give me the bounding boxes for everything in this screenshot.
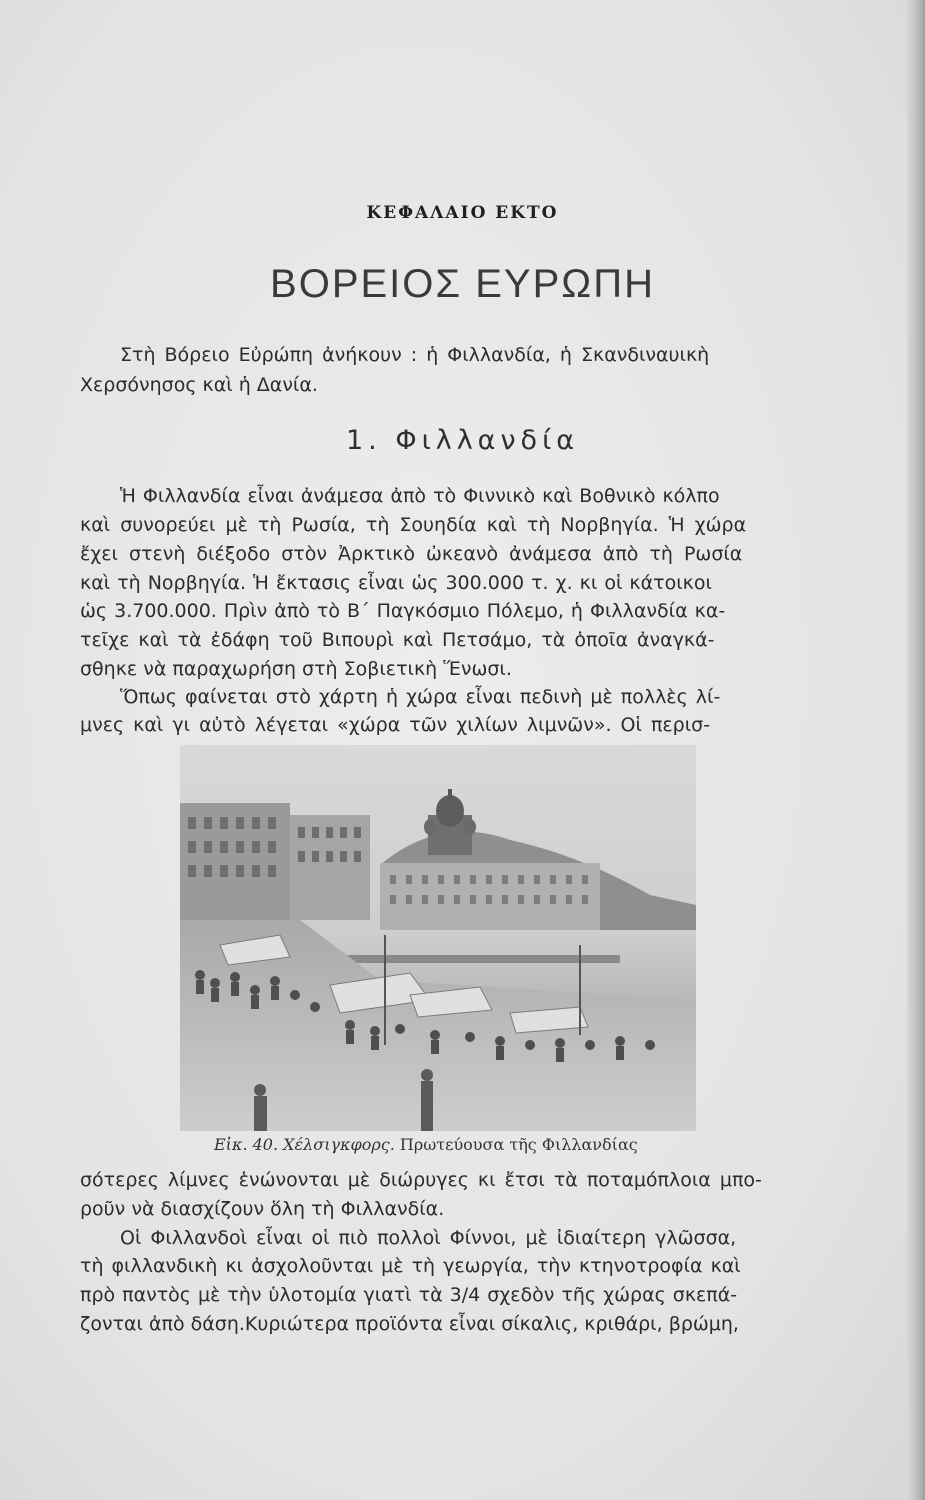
paragraph-line: ζονται ἀπὸ δάση.Κυριώτερα προϊόντα εἶναι σίκαλις, κριθάρι, βρώμη, xyxy=(80,1313,739,1335)
paragraph-line: σότερες λίμνες ἑνώνονται μὲ διώρυγες κι ἔτσι τὰ ποταμόπλοια μπο- xyxy=(80,1169,762,1191)
harbor-illustration xyxy=(180,745,696,1131)
paragraph-line: τεῖχε καὶ τὰ ἐδάφη τοῦ Βιπουρὶ καὶ Πετσάμο, τὰ ὁποῖα ἀναγκά- xyxy=(80,629,715,651)
figure-text: Πρωτεύουσα τῆς Φιλλανδίας xyxy=(394,1135,638,1154)
intro-line: Στὴ Βόρειο Εὐρώπη ἀνήκουν : ἡ Φιλλανδία, ἡ Σκανδιναυικὴ xyxy=(120,344,710,366)
paragraph-line: Ἡ Φιλλανδία εἶναι ἀνάμεσα ἀπὸ τὸ Φιννικὸ καὶ Βοθνικὸ κόλπο xyxy=(120,485,720,507)
paragraph-line: Οἱ Φιλλανδοὶ εἶναι οἱ πιὸ πολλοὶ Φίννοι, μὲ ἰδιαίτερη γλῶσσα, xyxy=(120,1227,737,1249)
paragraph-line: ὡς 3.700.000. Πρὶν ἀπὸ τὸ Β΄ Παγκόσμιο Πόλεμο, ἡ Φιλλανδία κα- xyxy=(80,600,726,622)
figure-caption xyxy=(214,1135,638,1154)
chapter-heading: ΚΕΦΑΛΑΙΟ ΕΚΤΟ xyxy=(366,203,559,223)
paragraph-line: μνες καὶ γι αὐτὸ λέγεται «χώρα τῶν χιλίων λιμνῶν». Οἱ περισ- xyxy=(80,714,711,736)
helsinki-photo xyxy=(180,745,696,1131)
paragraph-line: ἔχει στενὴ διέξοδο στὸν Ἀρκτικὸ ὠκεανὸ ἀνάμεσα ἀπὸ τὴ Ρωσία xyxy=(80,543,743,565)
paragraph-line: τὴ φιλλανδικὴ κι ἀσχολοῦνται μὲ τὴ γεωργία, τὴν κτηνοτροφία καὶ xyxy=(80,1255,741,1277)
paragraph-line: Ὅπως φαίνεται στὸ χάρτη ἡ χώρα εἶναι πεδινὴ μὲ πολλὲς λί- xyxy=(120,686,721,708)
page-edge xyxy=(907,0,925,1500)
page-title: ΒΟΡΕΙΟΣ ΕΥΡΩΠΗ xyxy=(270,262,655,306)
paragraph-line: ροῦν νὰ διασχίζουν ὅλη τὴ Φιλλανδία. xyxy=(80,1198,445,1220)
intro-line: Χερσόνησος καὶ ἡ Δανία. xyxy=(80,374,318,396)
figure-label: Εἰκ. 40. Χέλσιγκφορς. xyxy=(214,1135,395,1154)
paragraph-line: πρὸ παντὸς μὲ τὴν ὑλοτομία γιατὶ τὰ 3/4 σχεδὸν τῆς χώρας σκεπά- xyxy=(80,1284,738,1306)
paragraph-line: σθηκε νὰ παραχωρήση στὴ Σοβιετικὴ Ἕνωσι. xyxy=(80,658,512,680)
section-heading: 1. Φιλλανδία xyxy=(345,425,580,456)
paragraph-line: καὶ τὴ Νορβηγία. Ἡ ἔκτασις εἶναι ὡς 300.000 τ. χ. κι οἱ κάτοικοι xyxy=(80,572,712,594)
paragraph-line: καὶ συνορεύει μὲ τὴ Ρωσία, τὴ Σουηδία καὶ τὴ Νορβηγία. Ἡ χώρα xyxy=(80,514,747,536)
